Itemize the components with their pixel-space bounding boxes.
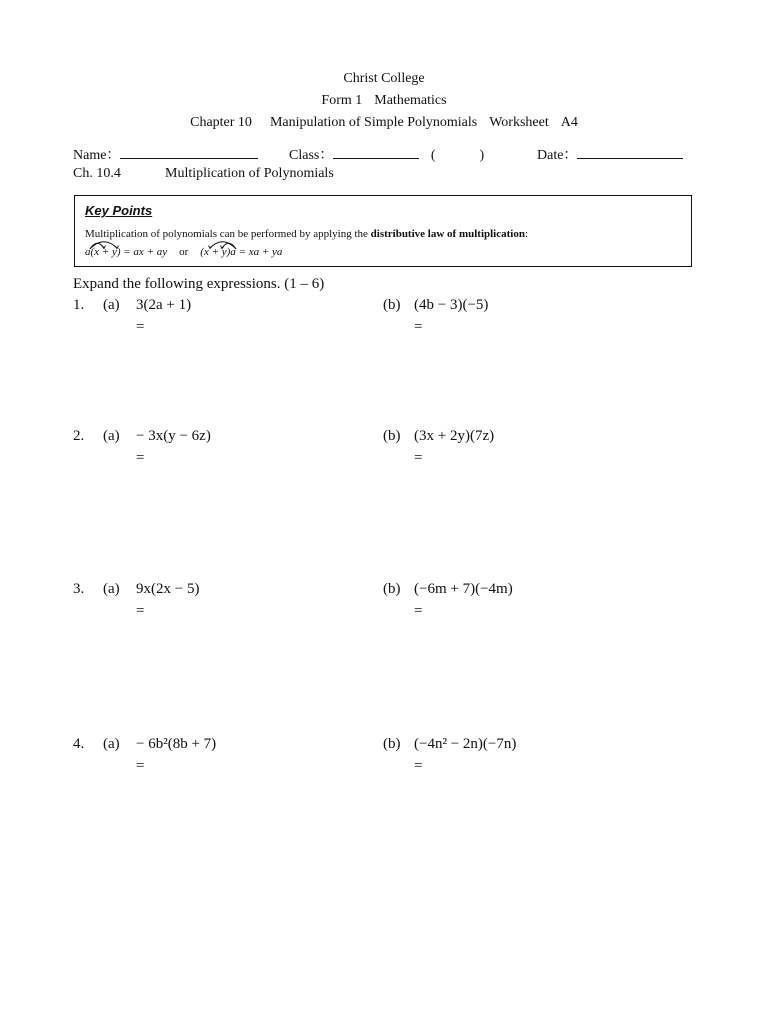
key-points-text-start: Multiplication of polynomials can be performed by applying the	[85, 228, 371, 240]
formula-right-distributive	[200, 246, 282, 258]
question-3b-label: (b)	[383, 581, 401, 597]
question-3a-label: (a)	[103, 581, 120, 597]
key-points-formulas	[85, 246, 282, 258]
section-title: Multiplication of Polynomials	[165, 166, 334, 181]
name-label: Name：	[73, 148, 121, 163]
subject-label: Mathematics	[374, 93, 447, 108]
question-2b-equals: =	[414, 450, 423, 466]
worksheet-label: Worksheet	[489, 115, 549, 130]
date-blank[interactable]	[577, 146, 683, 159]
question-1a-label: (a)	[103, 297, 120, 313]
question-2-number: 2.	[73, 428, 85, 444]
form-subject-line	[0, 93, 768, 109]
distribution-arrows-icon	[87, 238, 127, 250]
formula-or: or	[179, 246, 189, 258]
question-2a-expression: − 3x(y − 6z)	[136, 428, 211, 444]
question-2b-expression: (3x + 2y)(7z)	[414, 428, 495, 444]
question-4a-equals: =	[136, 758, 145, 774]
name-blank[interactable]	[120, 146, 258, 159]
key-points-box	[74, 195, 692, 267]
question-3a-equals: =	[136, 603, 145, 619]
question-1b-equals: =	[414, 319, 423, 335]
question-4a-label: (a)	[103, 736, 120, 752]
class-label: Class：	[289, 148, 334, 163]
instruction: Expand the following expressions. (1 – 6)	[73, 276, 325, 292]
question-4b-expression: (−4n² − 2n)(−7n)	[414, 736, 517, 752]
section-code: Ch. 10.4	[73, 166, 121, 181]
class-blank[interactable]	[333, 146, 419, 159]
date-label: Date：	[537, 148, 578, 163]
question-3b-expression: (−6m + 7)(−4m)	[414, 581, 513, 597]
question-1a-expression: 3(2a + 1)	[136, 297, 192, 313]
question-4-number: 4.	[73, 736, 85, 752]
class-field[interactable]	[289, 144, 484, 164]
question-1-number: 1.	[73, 297, 85, 313]
question-4b-label: (b)	[383, 736, 401, 752]
date-field[interactable]	[537, 144, 683, 164]
question-1a-equals: =	[136, 319, 145, 335]
question-4a-expression: − 6b²(8b + 7)	[136, 736, 217, 752]
name-field[interactable]	[73, 144, 258, 164]
question-2b-label: (b)	[383, 428, 401, 444]
question-1b-label: (b)	[383, 297, 401, 313]
question-1b-expression: (4b − 3)(−5)	[414, 297, 489, 313]
formula-right-text: (x + y)a = xa + ya	[200, 246, 283, 258]
formula-left-text: a(x + y) = ax + ay	[85, 246, 168, 258]
chapter-number: Chapter 10	[190, 115, 252, 130]
worksheet-code: A4	[560, 115, 578, 130]
chapter-line	[0, 115, 768, 131]
key-points-bold-term: distributive law of multiplication	[370, 228, 525, 240]
class-number-open-paren: (	[430, 148, 436, 163]
question-3b-equals: =	[414, 603, 423, 619]
question-2a-label: (a)	[103, 428, 120, 444]
formula-left-distributive	[85, 246, 167, 258]
question-3-number: 3.	[73, 581, 85, 597]
question-3a-expression: 9x(2x − 5)	[136, 581, 200, 597]
class-number-close-paren: )	[479, 148, 485, 163]
distribution-arrows-icon	[206, 238, 246, 250]
chapter-title: Manipulation of Simple Polynomials	[269, 115, 478, 130]
key-points-title: Key Points	[85, 203, 153, 218]
question-2a-equals: =	[136, 450, 145, 466]
school-name: Christ College	[343, 71, 425, 86]
key-points-text-end: :	[524, 228, 529, 240]
key-points-text	[85, 228, 528, 240]
form-label: Form 1	[321, 93, 363, 108]
question-4b-equals: =	[414, 758, 423, 774]
